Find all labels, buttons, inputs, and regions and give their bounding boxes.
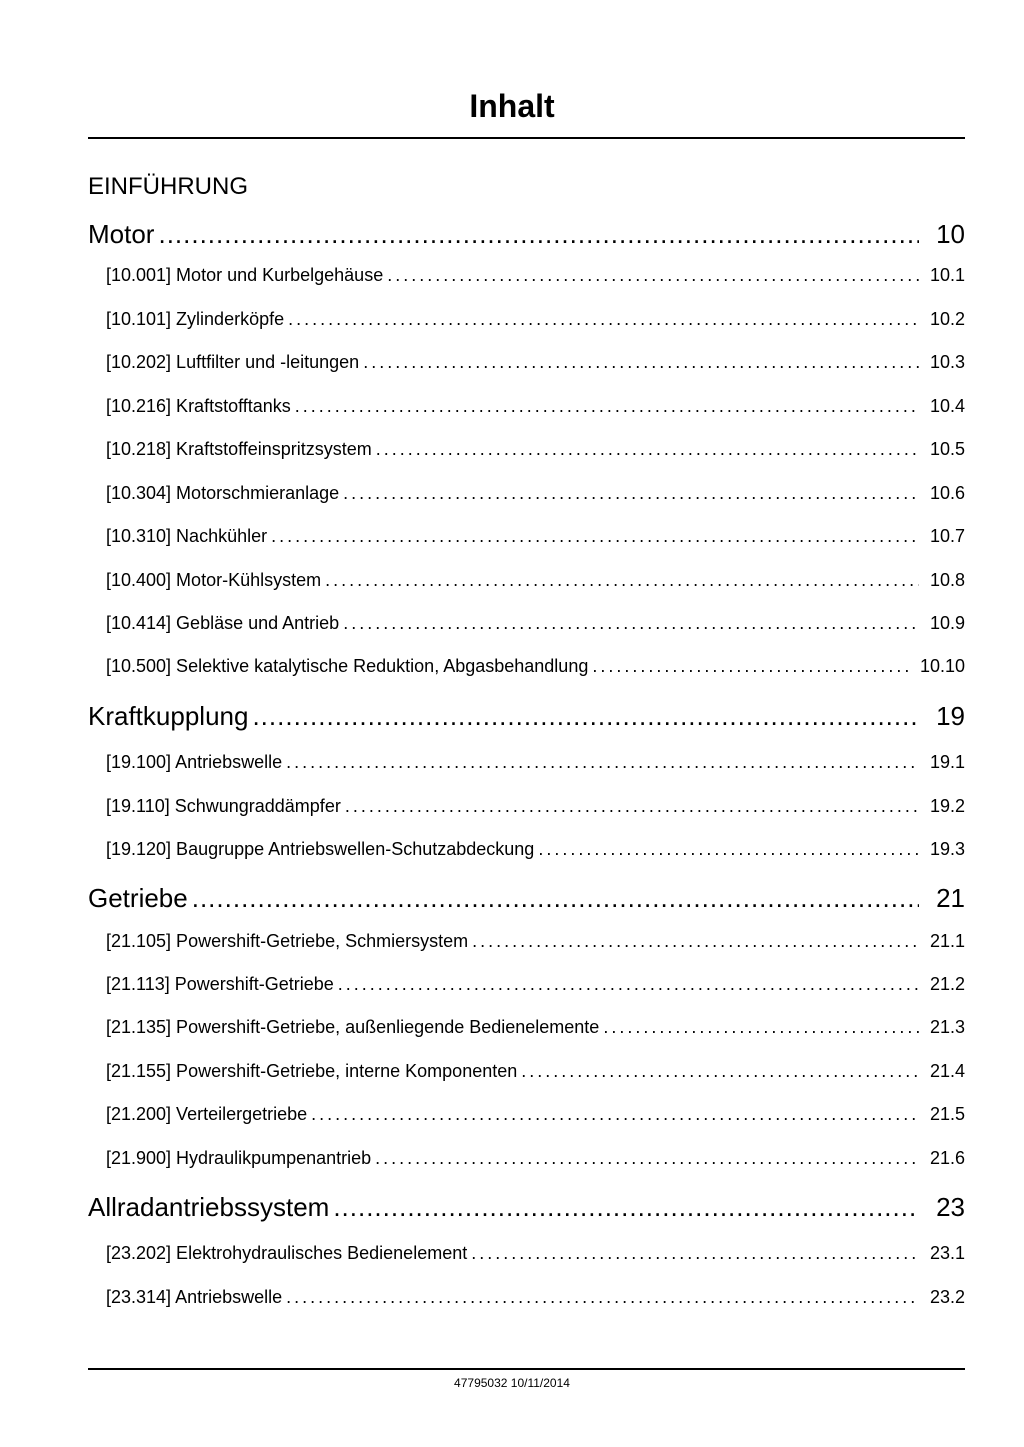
toc-item-label: [10.218] Kraftstoffeinspritzsystem [106, 439, 372, 459]
toc-item-page: 21.5 [929, 1104, 965, 1124]
dot-leader [288, 307, 919, 331]
dot-leader [538, 837, 919, 861]
toc-section-page: 21 [936, 883, 965, 913]
dot-leader [295, 394, 919, 418]
toc-item-page: 21.2 [929, 974, 965, 994]
toc-item-page: 21.6 [929, 1148, 965, 1168]
page-title: Inhalt [469, 88, 555, 124]
toc-item-page: 21.1 [929, 931, 965, 951]
toc-item-label: [23.202] Elektrohydraulisches Bedienelement [106, 1243, 468, 1263]
dot-leader [472, 929, 919, 953]
toc-section-kraftkupplung[interactable] [88, 699, 965, 733]
toc-section-page: 10 [936, 219, 965, 249]
toc-item-page: 21.3 [929, 1017, 965, 1037]
toc-item[interactable] [106, 611, 965, 635]
toc-item[interactable] [106, 524, 965, 548]
toc-item-page: 21.4 [929, 1061, 965, 1081]
dot-leader [363, 350, 919, 374]
toc-section-label: Motor [88, 219, 155, 249]
toc-item-label: [19.100] Antriebswelle [106, 752, 283, 772]
toc-item-label: [21.105] Powershift-Getriebe, Schmiersystem [106, 931, 469, 951]
toc-section-getriebe[interactable] [88, 881, 965, 915]
dot-leader [471, 1241, 919, 1265]
toc-item-label: [10.001] Motor und Kurbelgehäuse [106, 265, 384, 285]
toc-item-page: 10.1 [929, 265, 965, 285]
toc-section-allradantriebssystem[interactable] [88, 1190, 965, 1224]
dot-leader [333, 1190, 919, 1224]
toc-item-page: 10.10 [919, 656, 965, 676]
toc-item[interactable] [106, 794, 965, 818]
toc-item-page: 19.3 [929, 839, 965, 859]
toc-item-page: 10.6 [929, 483, 965, 503]
toc-item[interactable] [106, 394, 965, 418]
toc-item[interactable] [106, 350, 965, 374]
toc-item-label: [21.113] Powershift-Getriebe [106, 974, 334, 994]
toc-item-label: [10.414] Gebläse und Antrieb [106, 613, 340, 633]
dot-leader [311, 1102, 919, 1126]
dot-leader [343, 481, 919, 505]
toc-section-motor[interactable] [88, 217, 965, 251]
toc-item-label: [21.155] Powershift-Getriebe, interne Komponenten [106, 1061, 518, 1081]
toc-item[interactable] [106, 1285, 965, 1309]
toc-item[interactable] [106, 1241, 965, 1265]
toc-item-page: 23.2 [929, 1287, 965, 1307]
toc-section-label: Getriebe [88, 883, 188, 913]
toc-item-label: [10.310] Nachkühler [106, 526, 268, 546]
toc-item[interactable] [106, 437, 965, 461]
toc-item-label: [21.900] Hydraulikpumpenantrieb [106, 1148, 372, 1168]
toc-item-label: [10.500] Selektive katalytische Reduktion, Abgasbehandlung [106, 656, 589, 676]
toc-item[interactable] [106, 929, 965, 953]
footer-divider [88, 1368, 965, 1370]
toc-item-page: 10.5 [929, 439, 965, 459]
toc-item[interactable] [106, 837, 965, 861]
toc-item[interactable] [106, 1146, 965, 1170]
toc-section-label: Allradantriebssystem [88, 1192, 330, 1222]
toc-item-page: 10.8 [929, 570, 965, 590]
toc-item-page: 19.1 [929, 752, 965, 772]
toc-item[interactable] [106, 1102, 965, 1126]
toc-item[interactable] [106, 750, 965, 774]
toc-item-label: [21.135] Powershift-Getriebe, außenliegende Bedienelemente [106, 1017, 600, 1037]
dot-leader [286, 1285, 919, 1309]
toc-item-page: 10.3 [929, 352, 965, 372]
toc-item-label: [10.304] Motorschmieranlage [106, 483, 340, 503]
title-divider [88, 137, 965, 139]
toc-item-label: [10.216] Kraftstofftanks [106, 396, 291, 416]
toc-item-label: [21.200] Verteilergetriebe [106, 1104, 308, 1124]
toc-item-page: 19.2 [929, 796, 965, 816]
dot-leader [592, 654, 914, 678]
dot-leader [376, 437, 919, 461]
toc-item-page: 10.4 [929, 396, 965, 416]
toc-item[interactable] [106, 263, 965, 287]
toc-section-label: Kraftkupplung [88, 701, 249, 731]
toc-item-page: 10.2 [929, 309, 965, 329]
dot-leader [345, 794, 919, 818]
toc-item-label: [19.110] Schwungraddämpfer [106, 796, 341, 816]
dot-leader [158, 217, 919, 251]
toc-item[interactable] [106, 481, 965, 505]
toc-item-page: 23.1 [929, 1243, 965, 1263]
dot-leader [192, 881, 919, 915]
dot-leader [343, 611, 919, 635]
dot-leader [387, 263, 919, 287]
toc-section-page: 19 [936, 701, 965, 731]
dot-leader [325, 568, 919, 592]
dot-leader [521, 1059, 919, 1083]
dot-leader [338, 972, 919, 996]
dot-leader [252, 699, 919, 733]
toc-item-page: 10.7 [929, 526, 965, 546]
toc-item-label: [10.202] Luftfilter und -leitungen [106, 352, 360, 372]
toc-item-label: [19.120] Baugruppe Antriebswellen-Schutzabdeckung [106, 839, 535, 859]
toc-item[interactable] [106, 1059, 965, 1083]
toc-item[interactable] [106, 568, 965, 592]
toc-item-label: [23.314] Antriebswelle [106, 1287, 283, 1307]
toc-item[interactable] [106, 1015, 965, 1039]
toc-item-label: [10.101] Zylinderköpfe [106, 309, 285, 329]
toc-item[interactable] [106, 654, 965, 678]
dot-leader [271, 524, 919, 548]
toc-item-label: [10.400] Motor-Kühlsystem [106, 570, 322, 590]
dot-leader [286, 750, 919, 774]
dot-leader [375, 1146, 919, 1170]
dot-leader [603, 1015, 919, 1039]
intro-heading: EINFÜHRUNG [88, 173, 248, 200]
footer-doc-number: 47795032 10/11/2014 [454, 1376, 570, 1390]
toc-item[interactable] [106, 972, 965, 996]
toc-section-page: 23 [936, 1192, 965, 1222]
toc-item-page: 10.9 [929, 613, 965, 633]
toc-item[interactable] [106, 307, 965, 331]
